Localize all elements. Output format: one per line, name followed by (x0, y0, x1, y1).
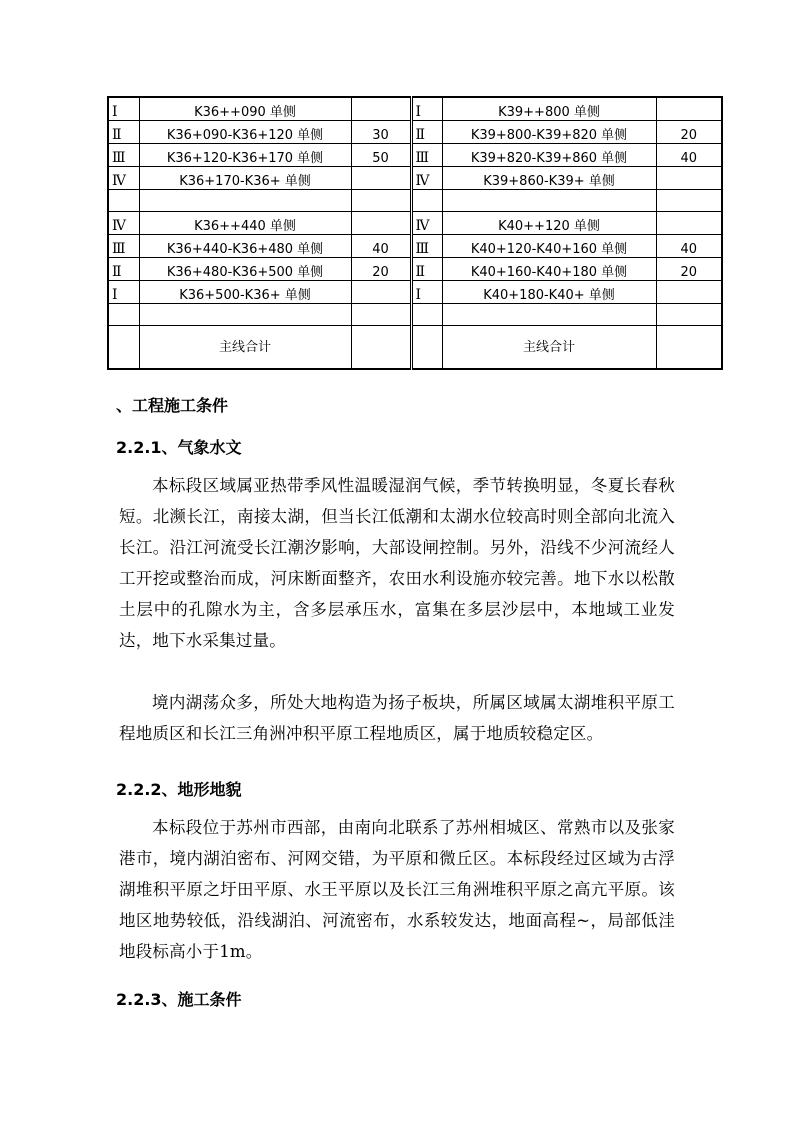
table-row (108, 121, 722, 144)
length-cell: 20 (656, 258, 722, 281)
grade-cell: Ⅲ (411, 144, 442, 167)
length-cell (656, 97, 722, 121)
section-heading: 、工程施工条件 (116, 396, 229, 415)
length-cell (351, 281, 411, 304)
table-cell (656, 190, 722, 212)
length-cell: 40 (351, 235, 411, 258)
table-cell (411, 304, 442, 326)
length-cell (351, 167, 411, 190)
chainage-cell: K40+160-K40+180 单侧 (442, 258, 656, 281)
chainage-cell: K40+180-K40+ 单侧 (442, 281, 656, 304)
blank-row (108, 190, 722, 212)
chainage-cell: K40+120-K40+160 单侧 (442, 235, 656, 258)
chainage-cell: K39++800 单侧 (442, 97, 656, 121)
chainage-cell: K39+800-K39+820 单侧 (442, 121, 656, 144)
table-cell (108, 304, 139, 326)
length-cell (656, 212, 722, 235)
grade-cell: Ⅲ (411, 235, 442, 258)
blank-row (108, 304, 722, 326)
total-label-left: 主线合计 (139, 326, 351, 370)
length-cell: 20 (656, 121, 722, 144)
chainage-cell: K36++440 单侧 (139, 212, 351, 235)
table-cell (411, 326, 442, 370)
chainage-cell: K36+120-K36+170 单侧 (139, 144, 351, 167)
subsection-heading-meteorology: 2.2.1、气象水文 (116, 438, 242, 457)
table-row (108, 97, 722, 121)
length-cell (656, 167, 722, 190)
grade-cell: Ⅰ (411, 281, 442, 304)
length-cell (351, 212, 411, 235)
grade-cell: Ⅰ (108, 281, 139, 304)
length-cell: 20 (351, 258, 411, 281)
paragraph: 本标段位于苏州市西部，由南向北联系了苏州相城区、常熟市以及张家港市，境内湖泊密布、河网交错，为平原和微丘区。本标段经过区域为古浮湖堆积平原之圩田平原、水王平原以及长江三角洲堆积平原之高亢平原。该地区地势较低，沿线湖泊、河流密布，水系较发达，地面高程~，局部低洼地段标高小于1m。 (119, 818, 675, 961)
table-cell (351, 190, 411, 212)
paragraph: 本标段区域属亚热带季风性温暖湿润气候，季节转换明显，冬夏长春秋短。北濒长江，南接太湖，但当长江低潮和太湖水位较高时则全部向北流入长江。沿江河流受长江潮汐影响，大部设闸控制。另外，沿线不少河流经人工开挖或整治而成，河床断面整齐，农田水利设施亦较完善。地下水以松散土层中的孔隙水为主，含多层承压水，富集在多层沙层中，本地域工业发达，地下水采集过量。 (119, 476, 675, 650)
table-cell (108, 190, 139, 212)
table-cell (108, 326, 139, 370)
grade-cell: Ⅰ (411, 97, 442, 121)
grade-cell: Ⅱ (108, 258, 139, 281)
table-cell (442, 190, 656, 212)
length-cell (656, 281, 722, 304)
grade-cell: Ⅲ (108, 235, 139, 258)
grade-cell: Ⅱ (411, 258, 442, 281)
table-row (108, 258, 722, 281)
grade-cell: Ⅲ (108, 144, 139, 167)
subsection-heading-construction: 2.2.3、施工条件 (116, 990, 242, 1009)
chainage-cell: K36+090-K36+120 单侧 (139, 121, 351, 144)
table-row (108, 144, 722, 167)
length-cell: 50 (351, 144, 411, 167)
table-cell (442, 304, 656, 326)
table-row (108, 167, 722, 190)
chainage-cell: K36+480-K36+500 单侧 (139, 258, 351, 281)
chainage-cell: K39+820-K39+860 单侧 (442, 144, 656, 167)
grade-cell: Ⅳ (108, 167, 139, 190)
length-cell: 30 (351, 121, 411, 144)
length-cell (351, 97, 411, 121)
length-cell: 40 (656, 235, 722, 258)
table-cell (656, 304, 722, 326)
grade-cell: Ⅳ (108, 212, 139, 235)
subsection-heading-topography: 2.2.2、地形地貌 (116, 780, 242, 799)
table-row (108, 212, 722, 235)
table-cell (139, 190, 351, 212)
table-row (108, 281, 722, 304)
table-cell (351, 304, 411, 326)
chainage-cell: K39+860-K39+ 单侧 (442, 167, 656, 190)
grade-cell: Ⅰ (108, 97, 139, 121)
table-cell (139, 304, 351, 326)
grade-cell: Ⅳ (411, 212, 442, 235)
table-cell (656, 326, 722, 370)
grade-cell: Ⅱ (108, 121, 139, 144)
chainage-cell: K36++090 单侧 (139, 97, 351, 121)
table-cell (351, 326, 411, 370)
chainage-cell: K36+500-K36+ 单侧 (139, 281, 351, 304)
total-label-right: 主线合计 (442, 326, 656, 370)
total-row (108, 326, 722, 370)
slope-protection-table (107, 96, 723, 370)
chainage-cell: K40++120 单侧 (442, 212, 656, 235)
grade-cell: Ⅱ (411, 121, 442, 144)
chainage-cell: K36+440-K36+480 单侧 (139, 235, 351, 258)
grade-cell: Ⅳ (411, 167, 442, 190)
paragraph: 境内湖荡众多，所处大地构造为扬子板块，所属区域属太湖堆积平原工程地质区和长江三角洲冲积平原工程地质区，属于地质较稳定区。 (119, 693, 675, 743)
table-row (108, 235, 722, 258)
length-cell: 40 (656, 144, 722, 167)
chainage-cell: K36+170-K36+ 单侧 (139, 167, 351, 190)
table-cell (411, 190, 442, 212)
